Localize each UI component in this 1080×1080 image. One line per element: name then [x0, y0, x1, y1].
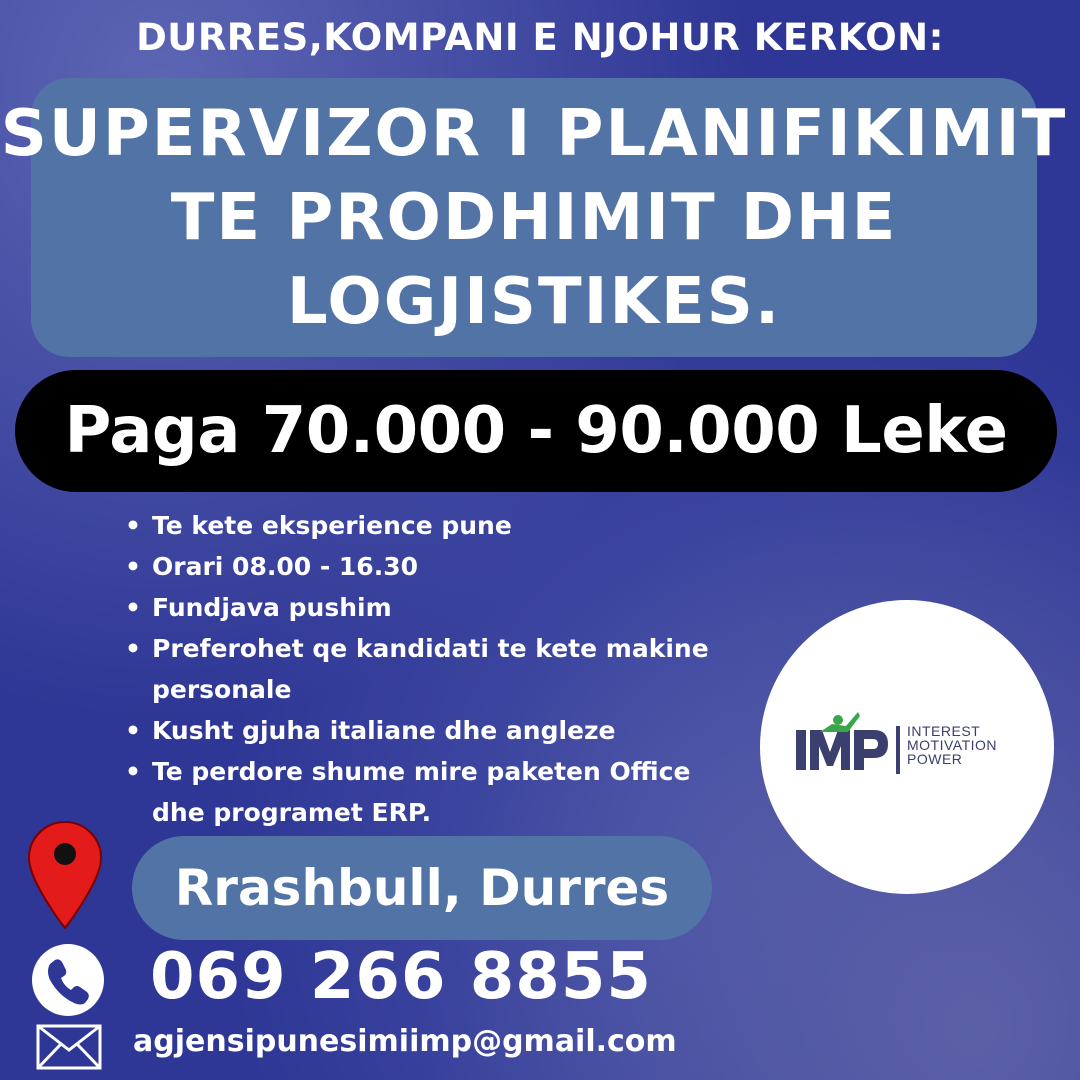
bullet-icon: • [125, 593, 141, 622]
requirement-item [125, 587, 745, 628]
logo-figure-head [833, 715, 843, 725]
salary-box [15, 370, 1057, 492]
logo-divider [896, 726, 900, 774]
requirement-item [125, 628, 745, 710]
email-address[interactable]: agjensipunesimiimp@gmail.com [133, 1024, 677, 1059]
salary-text: Paga 70.000 - 90.000 Leke [64, 394, 1008, 468]
job-title-line-2: TE PRODHIMIT DHE [170, 180, 898, 255]
logo-tagline-line: MOTIVATION [907, 737, 998, 753]
bullet-icon: • [125, 552, 141, 581]
headline: DURRES,KOMPANI E NJOHUR KERKON: [136, 16, 944, 59]
requirement-text: Te kete eksperience pune [152, 511, 512, 540]
requirement-item [125, 751, 745, 833]
requirement-item [125, 505, 745, 546]
requirement-text: Fundjava pushim [152, 593, 392, 622]
bullet-icon: • [125, 757, 141, 786]
logo-tagline-line: INTEREST [907, 723, 981, 739]
phone-number[interactable]: 069 266 8855 [150, 940, 652, 1014]
mail-icon [36, 1024, 102, 1070]
requirement-text: Orari 08.00 - 16.30 [152, 552, 418, 581]
requirement-text: Te perdore shume mire paketen Office dhe programet ERP. [152, 757, 691, 827]
job-title-line-1: SUPERVIZOR I PLANIFIKIMIT [0, 96, 1068, 171]
job-title-box [0, 78, 1068, 357]
job-title-line-3: LOGJISTIKES. [286, 264, 782, 339]
requirement-item [125, 710, 745, 751]
phone-icon [31, 943, 105, 1017]
logo-letter-i [796, 730, 806, 770]
requirement-text: Preferohet qe kandidati te kete makine personale [152, 634, 709, 704]
logo-letter-m [810, 730, 850, 770]
requirement-item [125, 546, 745, 587]
location-pin-icon [27, 820, 103, 932]
company-logo [760, 600, 1054, 894]
bullet-icon: • [125, 511, 141, 540]
requirement-text: Kusht gjuha italiane dhe angleze [152, 716, 616, 745]
bullet-icon: • [125, 634, 141, 663]
logo-tagline-line: POWER [907, 751, 963, 767]
location-box [132, 836, 712, 940]
location-text: Rrashbull, Durres [174, 859, 670, 917]
requirements-list [125, 505, 745, 833]
bullet-icon: • [125, 716, 141, 745]
logo-letter-p [854, 730, 888, 770]
logo-tagline [907, 724, 997, 766]
